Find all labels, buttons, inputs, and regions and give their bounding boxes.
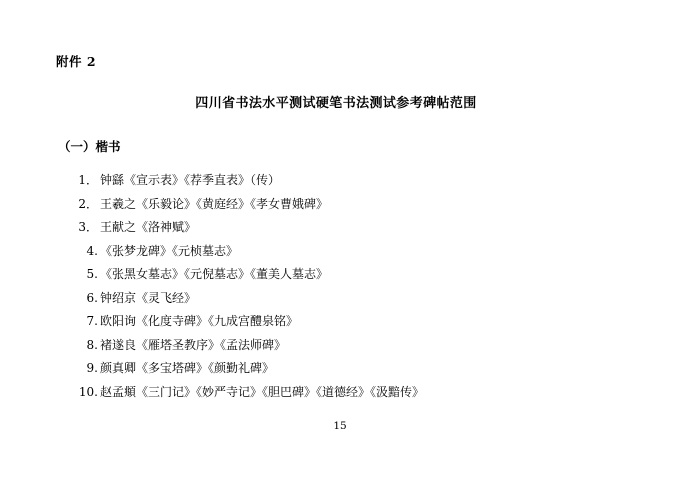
list-item — [56, 334, 620, 358]
list-item — [56, 357, 620, 381]
list-item-label: 王羲之《乐毅论》《黄庭经》《孝女曹娥碑》 — [100, 196, 329, 211]
list-item-number: 6. — [86, 290, 98, 305]
list-item — [56, 240, 620, 264]
list-item — [56, 216, 620, 240]
list-item — [56, 263, 620, 287]
attachment-label: 附件 2 — [56, 54, 97, 69]
list-item-number: 10. — [78, 384, 98, 399]
list-item-number: 1． — [78, 173, 98, 187]
page-number: 15 — [333, 420, 347, 432]
list-item-number: 9. — [86, 361, 98, 375]
list-item-label: 王献之《洛神赋》 — [100, 220, 197, 234]
list-item-number: 3． — [78, 220, 98, 234]
list-item-label: 《张黑女墓志》《元倪墓志》《董美人墓志》 — [100, 267, 329, 281]
list-item-label: 褚遂良《雁塔圣教序》《孟法师碑》 — [100, 337, 287, 352]
list-item-label: 赵孟頫《三门记》《妙严寺记》《胆巴碑》《道德经》《汲黯传》 — [100, 384, 425, 399]
list-item-number: 5. — [86, 267, 98, 281]
list-item-number: 8. — [86, 337, 98, 352]
list-item-label: 颜真卿《多宝塔碑》《颜勤礼碑》 — [100, 361, 275, 375]
list-item-label: 欧阳询《化度寺碑》《九成宫醴泉铭》 — [100, 314, 299, 328]
list-item — [56, 381, 620, 405]
list-item-number: 7. — [86, 314, 98, 328]
list-item — [56, 287, 620, 311]
list-item-label: 钟繇《宣示表》《荐季直表》（传） — [100, 173, 281, 187]
list-item-label: 《张梦龙碑》《元桢墓志》 — [100, 243, 239, 258]
list-item — [56, 310, 620, 334]
list-item-number: 4. — [86, 243, 98, 258]
list-item-label: 钟绍京《灵飞经》 — [100, 290, 197, 305]
section-heading: （一）楷书 — [58, 139, 121, 154]
list-item — [56, 193, 620, 217]
page-title: 四川省书法水平测试硬笔书法测试参考碑帖范围 — [195, 96, 477, 111]
list-item — [56, 169, 620, 193]
list-item-number: 2． — [78, 196, 98, 211]
calligraphy-reference-list — [56, 169, 620, 404]
